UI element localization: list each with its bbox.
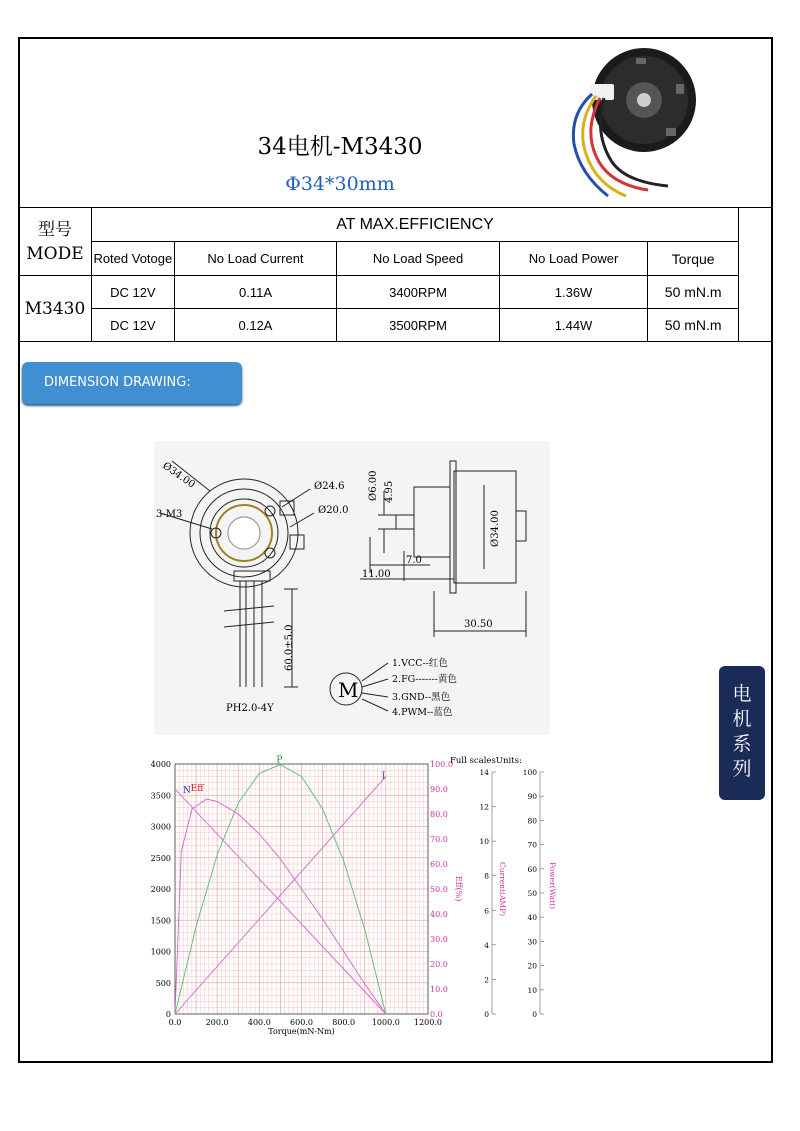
x-tick-label: 1000.0 — [371, 1018, 400, 1027]
table-cell: 50 mN.m — [648, 276, 739, 309]
model-header-cn: 型号 — [37, 219, 72, 240]
table-cell: DC 12V — [91, 276, 174, 309]
dim-conn: PH2.0-4Y — [226, 703, 274, 714]
x-axis-label: Torque(mN-Nm) — [268, 1027, 335, 1036]
current-tick-label: 6 — [484, 906, 489, 916]
power-tick-label: 30 — [527, 937, 537, 947]
power-tick-label: 50 — [527, 889, 537, 898]
current-axis-label: Current(AMP) — [498, 862, 507, 917]
power-tick-label: 20 — [527, 961, 537, 971]
side-tab-char: 系 — [732, 733, 752, 755]
power-axis-label: Power(Watt) — [548, 862, 557, 910]
series-label-i: I — [381, 771, 386, 782]
x-tick-label: 0.0 — [168, 1018, 182, 1027]
x-tick-label: 600.0 — [290, 1018, 313, 1027]
x-tick-label: 1200.0 — [414, 1018, 442, 1027]
table-cell: 3500RPM — [337, 309, 500, 342]
eff-tick-label: 20.0 — [430, 960, 448, 969]
table-cell: 0.11A — [174, 276, 336, 309]
power-tick-label: 90 — [527, 792, 537, 802]
series-label-p: P — [276, 755, 283, 766]
eff-tick-label: 50.0 — [430, 885, 448, 894]
current-tick-label: 10 — [479, 837, 489, 847]
current-tick-label: 12 — [479, 802, 489, 812]
motor-symbol: M — [338, 678, 359, 702]
dimension-drawing-banner: DIMENSION DRAWING: — [22, 362, 242, 404]
spec-table — [18, 207, 773, 342]
y-tick-label: 1500 — [150, 916, 171, 926]
current-tick-label: 8 — [484, 871, 489, 881]
dimension-drawing — [154, 441, 550, 735]
column-header: Roted Votoge — [91, 242, 174, 276]
column-header: No Load Speed — [337, 242, 500, 276]
eff-tick-label: 10.0 — [430, 985, 448, 994]
pin-label: 1.VCC--红色 — [392, 658, 448, 669]
dim-m3: 3-M3 — [156, 509, 183, 520]
y-tick-label: 2500 — [150, 853, 171, 863]
power-tick-label: 70 — [527, 840, 537, 850]
page-title: 34电机-M3430 — [257, 134, 423, 160]
eff-tick-label: 40.0 — [430, 910, 448, 919]
eff-tick-label: 80.0 — [430, 810, 448, 819]
dim-l70: 7.0 — [406, 555, 422, 566]
eff-tick-label: 30.0 — [430, 935, 448, 944]
power-tick-label: 0 — [532, 1010, 537, 1019]
dim-d6: Ø6.00 — [368, 470, 379, 501]
dim-d20: Ø20.0 — [318, 505, 349, 516]
full-scales-label: Full scalesUnits: — [450, 756, 522, 766]
x-tick-label: 200.0 — [205, 1018, 229, 1027]
power-tick-label: 60 — [527, 864, 537, 874]
eff-tick-label: 100.0 — [430, 760, 453, 769]
current-tick-label: 2 — [484, 975, 489, 985]
dim-l495: 4.95 — [384, 480, 395, 503]
table-cell: 1.36W — [499, 276, 648, 309]
table-cell: 0.12A — [174, 309, 336, 342]
table-cell: 1.44W — [499, 309, 648, 342]
y-tick-label: 4000 — [150, 760, 171, 769]
eff-tick-label: 60.0 — [430, 860, 448, 869]
dim-d34-side: Ø34.00 — [490, 510, 501, 547]
dim-lead: 60.0±5.0 — [284, 624, 295, 671]
column-header: No Load Power — [499, 242, 648, 276]
pin-label: 2.FG-------黄色 — [392, 674, 457, 685]
model-value: M3430 — [19, 276, 92, 342]
empty-cell — [739, 208, 773, 342]
power-tick-label: 100 — [522, 768, 537, 777]
column-header: Torque — [648, 242, 739, 276]
table-cell: DC 12V — [91, 309, 174, 342]
dim-d34: Ø34.00 — [160, 460, 197, 491]
table-cell: 3400RPM — [337, 276, 500, 309]
eff-tick-label: 0.0 — [430, 1010, 443, 1019]
group-header: AT MAX.EFFICIENCY — [91, 208, 738, 242]
series-label-n: N — [183, 786, 191, 796]
eff-tick-label: 90.0 — [430, 785, 448, 794]
current-tick-label: 0 — [484, 1010, 489, 1019]
side-tab-char: 机 — [732, 708, 752, 730]
model-header — [19, 208, 92, 276]
y-tick-label: 3500 — [150, 791, 171, 801]
dim-l11: 11.00 — [362, 569, 391, 580]
y-tick-label: 1000 — [150, 947, 171, 957]
pin-label: 3.GND--黑色 — [392, 692, 451, 703]
series-label-eff: Eff — [190, 784, 204, 794]
x-tick-label: 400.0 — [247, 1018, 271, 1027]
power-tick-label: 10 — [527, 985, 537, 995]
model-header-en: MODE — [26, 243, 84, 264]
power-tick-label: 80 — [527, 816, 537, 826]
motor-photo — [556, 44, 700, 204]
current-tick-label: 4 — [484, 940, 489, 950]
column-header: No Load Current — [174, 242, 336, 276]
y-tick-label: 500 — [155, 978, 171, 988]
eff-tick-label: 70.0 — [430, 835, 448, 844]
side-tab[interactable] — [719, 666, 765, 800]
eff-axis-label: Eff(%) — [454, 876, 463, 902]
y-tick-label: 0 — [165, 1010, 171, 1019]
x-tick-label: 800.0 — [332, 1018, 356, 1027]
table-cell: 50 mN.m — [648, 309, 739, 342]
dim-d246: Ø24.6 — [314, 481, 345, 492]
y-tick-label: 2000 — [150, 885, 171, 894]
dim-l3050: 30.50 — [464, 619, 493, 630]
page-subtitle: Φ34*30mm — [285, 173, 395, 195]
side-tab-char: 电 — [732, 683, 752, 705]
current-tick-label: 14 — [479, 768, 489, 777]
power-tick-label: 40 — [527, 913, 537, 923]
performance-chart — [140, 752, 560, 1042]
side-tab-char: 列 — [732, 758, 752, 780]
y-tick-label: 3000 — [150, 822, 171, 832]
pin-label: 4.PWM--蓝色 — [392, 707, 453, 718]
